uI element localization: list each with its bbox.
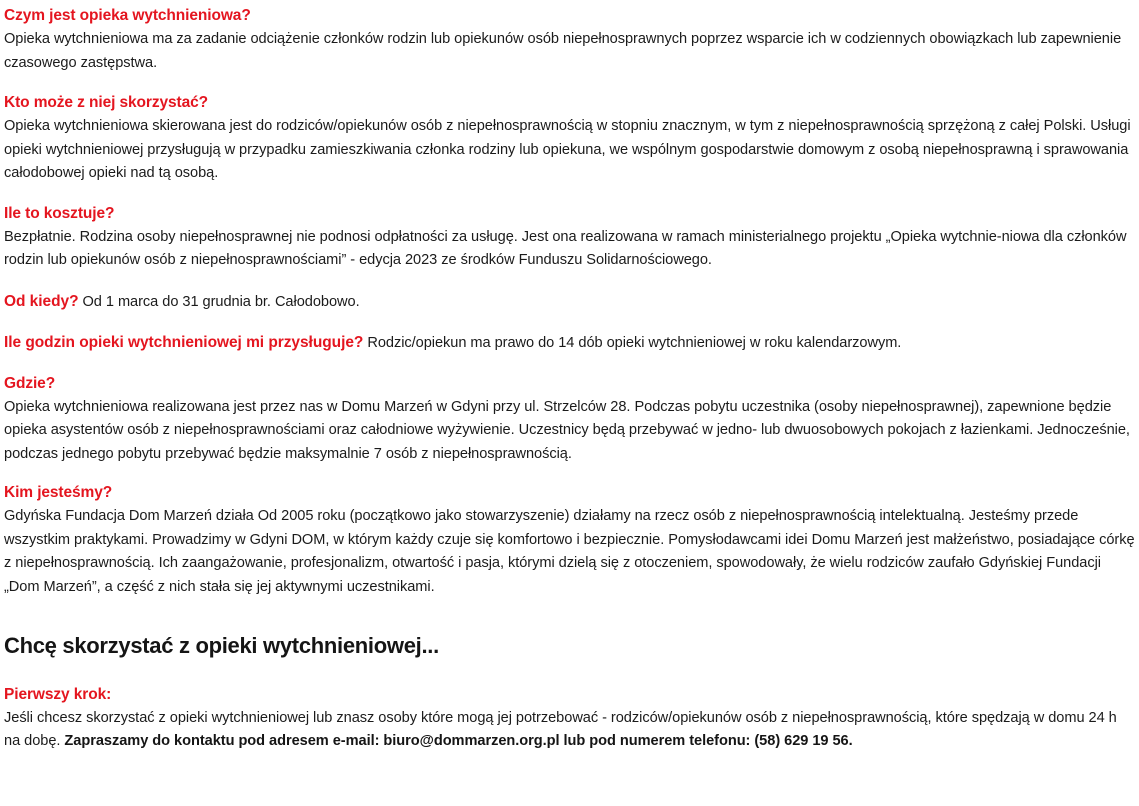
contact-details-text: Zapraszamy do kontaktu pod adresem e-mail: biuro@dommarzen.org.pl lub pod numerem telefonu: (58) 629 19 56.	[64, 732, 853, 749]
section-cta	[4, 631, 1135, 661]
section-body-kto-moze: Opieka wytchnieniowa skierowana jest do rodziców/opiekunów osób z niepełnosprawnością w stopniu znacznym, w tym z niepełnosprawnością sprzężoną z całej Polski. Usługi opieki wytchnieniowej przysługują w przypadku zamieszkiwania członka rodziny lub opiekuna, we wspólnym gospodarstwie domowym z osobą niepełnosprawną i sprawowania całodobowej opieki nad tą osobą.	[4, 118, 1131, 181]
cta-title: Chcę skorzystać z opieki wytchnieniowej...	[4, 633, 439, 658]
section-od-kiedy	[4, 290, 1135, 315]
section-body-ile-kosztuje: Bezpłatnie. Rodzina osoby niepełnosprawnej nie podnosi odpłatności za usługę. Jest ona realizowana w ramach ministerialnego projektu „Opieka wytchnie-niowa dla członków rodzin lub opiekunów osób z niepełnosprawnościami” - edycja 2023 ze środków Funduszu Solidarnościowego.	[4, 228, 1127, 268]
section-body-gdzie: Opieka wytchnieniowa realizowana jest przez nas w Domu Marzeń w Gdyni przy ul. Strzelców 28. Podczas pobytu uczestnika (osoby niepełnosprawnej), zapewnione będzie opieka asystentów osób z niepełnosprawnościami oraz całodniowe wyżywienie. Uczestnicy będą przebywać w jedno- lub dwuosobowych pokojach z łazienkami. Jednocześnie, podczas jednego pobytu przebywać będzie maksymalnie 7 osób z niepełnosprawnością.	[4, 398, 1130, 462]
section-kim-jestesmy	[4, 482, 1135, 599]
section-heading-pierwszy-krok: Pierwszy krok:	[4, 686, 112, 703]
section-heading-kto-moze: Kto może z niej skorzystać?	[4, 94, 209, 111]
section-body-kim-jestesmy: Gdyńska Fundacja Dom Marzeń działa Od 2005 roku (początkowo jako stowarzyszenie) działamy na rzecz osób z niepełnosprawnością intelektualną. Jesteśmy przede wszystkim praktykami. Prowadzimy w Gdyni DOM, w którym każdy czuje się komfortowo i bezpiecznie. Pomysłodawcami idei Domu Marzeń jest małżeństwo, posiadające córkę z niepełnosprawnością. Ich zaangażowanie, profesjonalizm, otwartość i pasja, którymi dzielą się z otoczeniem, spowodowały, że wielu rodziców zaufało Gdyńskiej Fundacji „Dom Marzeń”, a część z nich stała się jej aktywnymi uczestnikami.	[4, 508, 1135, 595]
pierwszy-krok-plain-text: Jeśli chcesz skorzystać z opieki wytchnieniowej lub znasz osoby które mogą jej potrzebować - rodziców/opiekunów osób z niepełnosprawnością, które spędzają w domu 24 h na dobę.	[4, 710, 1117, 749]
section-body-czym-jest: Opieka wytchnieniowa ma za zadanie odciążenie członków rodzin lub opiekunów osób niepełnosprawnych poprzez wsparcie ich w codziennych obowiązkach lub zapewnienie czasowego zastępstwa.	[4, 31, 1122, 71]
section-czym-jest	[4, 5, 1135, 75]
inline-answer-od-kiedy: Od 1 marca do 31 grudnia br. Całodobowo.	[78, 293, 360, 310]
section-kto-moze	[4, 92, 1135, 186]
inline-answer-ile-godzin: Rodzic/opiekun ma prawo do 14 dób opieki wytchnieniowej w roku kalendarzowym.	[363, 335, 902, 351]
section-ile-kosztuje	[4, 203, 1135, 273]
inline-question-od-kiedy: Od kiedy?	[4, 292, 79, 310]
section-heading-czym-jest: Czym jest opieka wytchnieniowa?	[4, 7, 251, 24]
section-heading-kim-jestesmy: Kim jesteśmy?	[4, 484, 113, 501]
section-gdzie	[4, 373, 1135, 467]
section-ile-godzin	[4, 331, 1135, 356]
section-heading-ile-kosztuje: Ile to kosztuje?	[4, 204, 115, 222]
vertical-spacer	[4, 609, 1135, 631]
inline-question-ile-godzin: Ile godzin opieki wytchnieniowej mi przysługuje?	[4, 334, 364, 351]
section-pierwszy-krok	[4, 684, 1135, 752]
section-heading-gdzie: Gdzie?	[4, 374, 56, 392]
section-body-pierwszy-krok	[4, 707, 1135, 752]
document-content	[4, 5, 1135, 752]
